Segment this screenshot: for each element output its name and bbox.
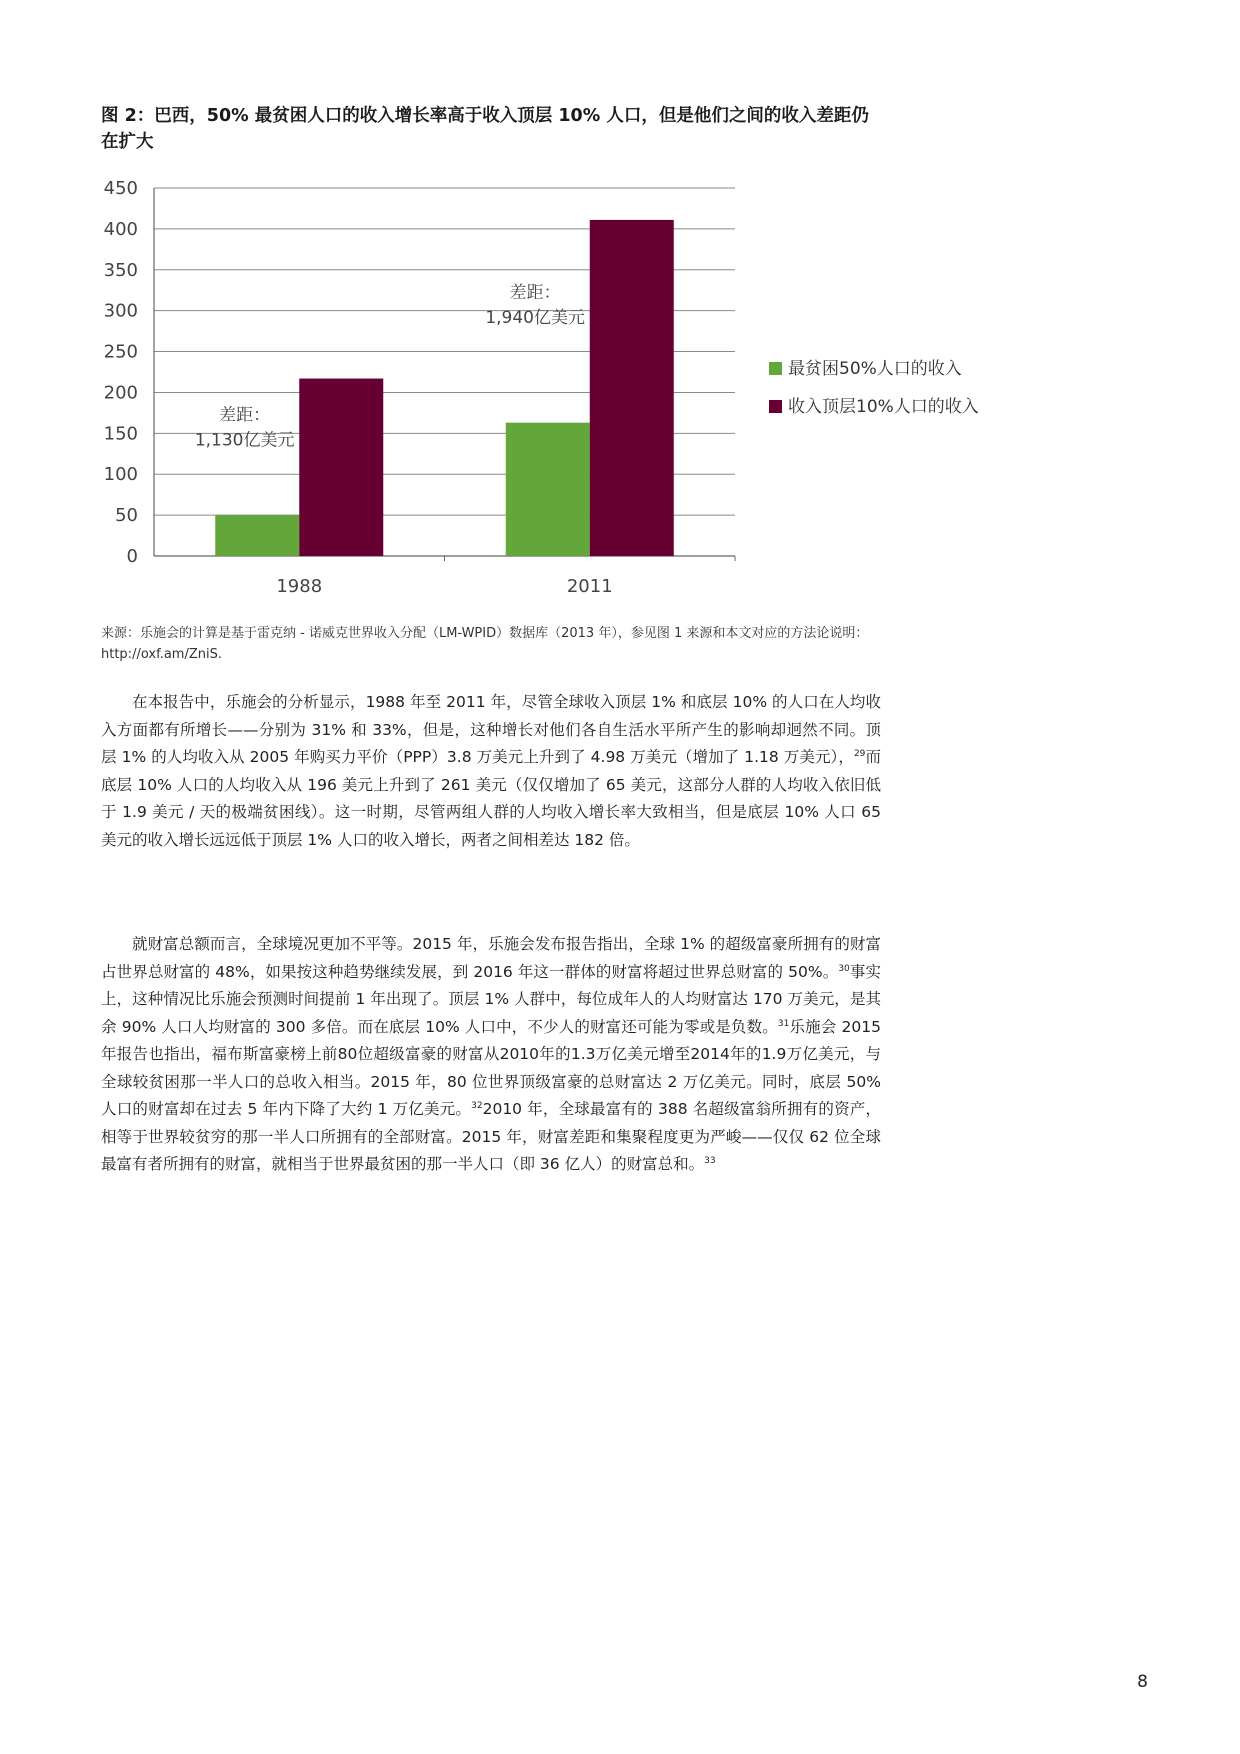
y-tick-label: 300 — [103, 300, 138, 322]
y-tick-label: 150 — [103, 423, 138, 445]
bar-2011-series-2 — [590, 220, 674, 556]
legend-label-2: 收入顶层10%人口的收入 — [788, 397, 979, 417]
paragraph-text: 就财富总额而言，全球境况更加不平等。2015 年，乐施会发布报告指出，全球 1% 的超级富豪所拥有的财富占世界总财富的 48%，如果按这种趋势继续发展，到 2016 年这一群体的财富将超过世界总财富的 50%。 — [101, 935, 881, 981]
body-paragraph-1 — [101, 689, 881, 854]
bar-chart — [0, 0, 1240, 620]
footnote-ref: 33 — [704, 1155, 716, 1166]
paragraph-text: 事实上，这种情况比乐施会预测时间提前 1 年出现了。顶层 1% 人群中，每位成年人的人均财富达 170 万美元，是其余 90% 人口人均财富的 300 多倍。而在底层 10% 人口中，不少人的财富还可能为零或是负数。 — [101, 962, 881, 1036]
footnote-ref: 32 — [471, 1100, 483, 1111]
y-tick-label: 0 — [126, 546, 138, 567]
bar-2011-series-1 — [506, 423, 590, 556]
x-category-label: 2011 — [566, 576, 613, 597]
figure-title: 图 2：巴西，50% 最贫困人口的收入增长率高于收入顶层 10% 人口，但是他们之间的收入差距仍在扩大 — [101, 106, 869, 152]
y-tick-label: 250 — [103, 341, 138, 363]
footnote-ref: 31 — [777, 1018, 790, 1029]
paragraph-text: 乐施会 2015 年报告也指出，福布斯富豪榜上前80位超级富豪的财富从2010年的1.3万亿美元增至2014年的1.9万亿美元，与全球较贫困那一半人口的总收入相当。2015 年，80 位世界顶级富豪的总财富达 2 万亿美元。同时，底层 50% 人口的财富却在过去 5 年内下降了大约 1 万亿美元。 — [101, 1017, 881, 1118]
y-tick-label: 200 — [103, 382, 138, 404]
paragraph-text: 而底层 10% 人口的人均收入从 196 美元上升到了 261 美元（仅仅增加了 65 美元，这部分人群的人均收入依旧低于 1.9 美元 / 天的极端贫困线）。这一时期，尽管两组人群的人均收入增长率大致相当，但是底层 10% 人口 65 美元的收入增长远远低于顶层 1% 人口的收入增长，两者之间相差达 182 倍。 — [101, 748, 881, 849]
y-tick-label: 400 — [103, 218, 138, 240]
bar-1988-series-1 — [215, 515, 299, 556]
legend-label-1: 最贫困50%人口的收入 — [788, 359, 962, 379]
page-number: 8 — [1137, 1672, 1148, 1692]
paragraph-text: 2010 年，全球最富有的 388 名超级富翁所拥有的资产，相等于世界较贫穷的那一半人口所拥有的全部财富。2015 年，财富差距和集聚程度更为严峻——仅仅 62 位全球最富有者所拥有的财富，就相当于世界最贫困的那一半人口（即 36 亿人）的财富总和。 — [101, 1100, 881, 1173]
footnote-ref: 29 — [853, 748, 866, 759]
y-tick-label: 450 — [103, 178, 138, 199]
legend-swatch-2 — [769, 400, 782, 413]
x-category-label: 1988 — [276, 576, 323, 597]
bar-1988-series-2 — [299, 379, 383, 556]
legend-swatch-1 — [769, 362, 782, 375]
gap-annotation-value: 1,940亿美元 — [485, 307, 585, 328]
y-tick-label: 100 — [103, 464, 138, 486]
figure-source-note: 来源：乐施会的计算是基于雷克纳 - 诺威克世界收入分配（LM-WPID）数据库（2013 年），参见图 1 来源和本文对应的方法论说明：http://oxf.am/ZniS. — [101, 626, 869, 662]
gap-annotation-label: 差距： — [509, 282, 561, 303]
gap-annotation-value: 1,130亿美元 — [194, 430, 295, 451]
y-tick-label: 350 — [103, 259, 138, 281]
footnote-ref: 30 — [838, 963, 850, 974]
y-tick-label: 50 — [115, 505, 138, 527]
body-paragraph-2 — [101, 931, 881, 1179]
paragraph-text: 在本报告中，乐施会的分析显示，1988 年至 2011 年，尽管全球收入顶层 1% 和底层 10% 的人口在人均收入方面都有所增长——分别为 31% 和 33%，但是，这种增长对他们各自生活水平所产生的影响却迥然不同。顶层 1% 的人均收入从 2005 年购买力平价（PPP）3.8 万美元上升到了 4.98 万美元（增加了 1.18 万美元）， — [101, 693, 881, 766]
gap-annotation-label: 差距： — [219, 405, 271, 426]
